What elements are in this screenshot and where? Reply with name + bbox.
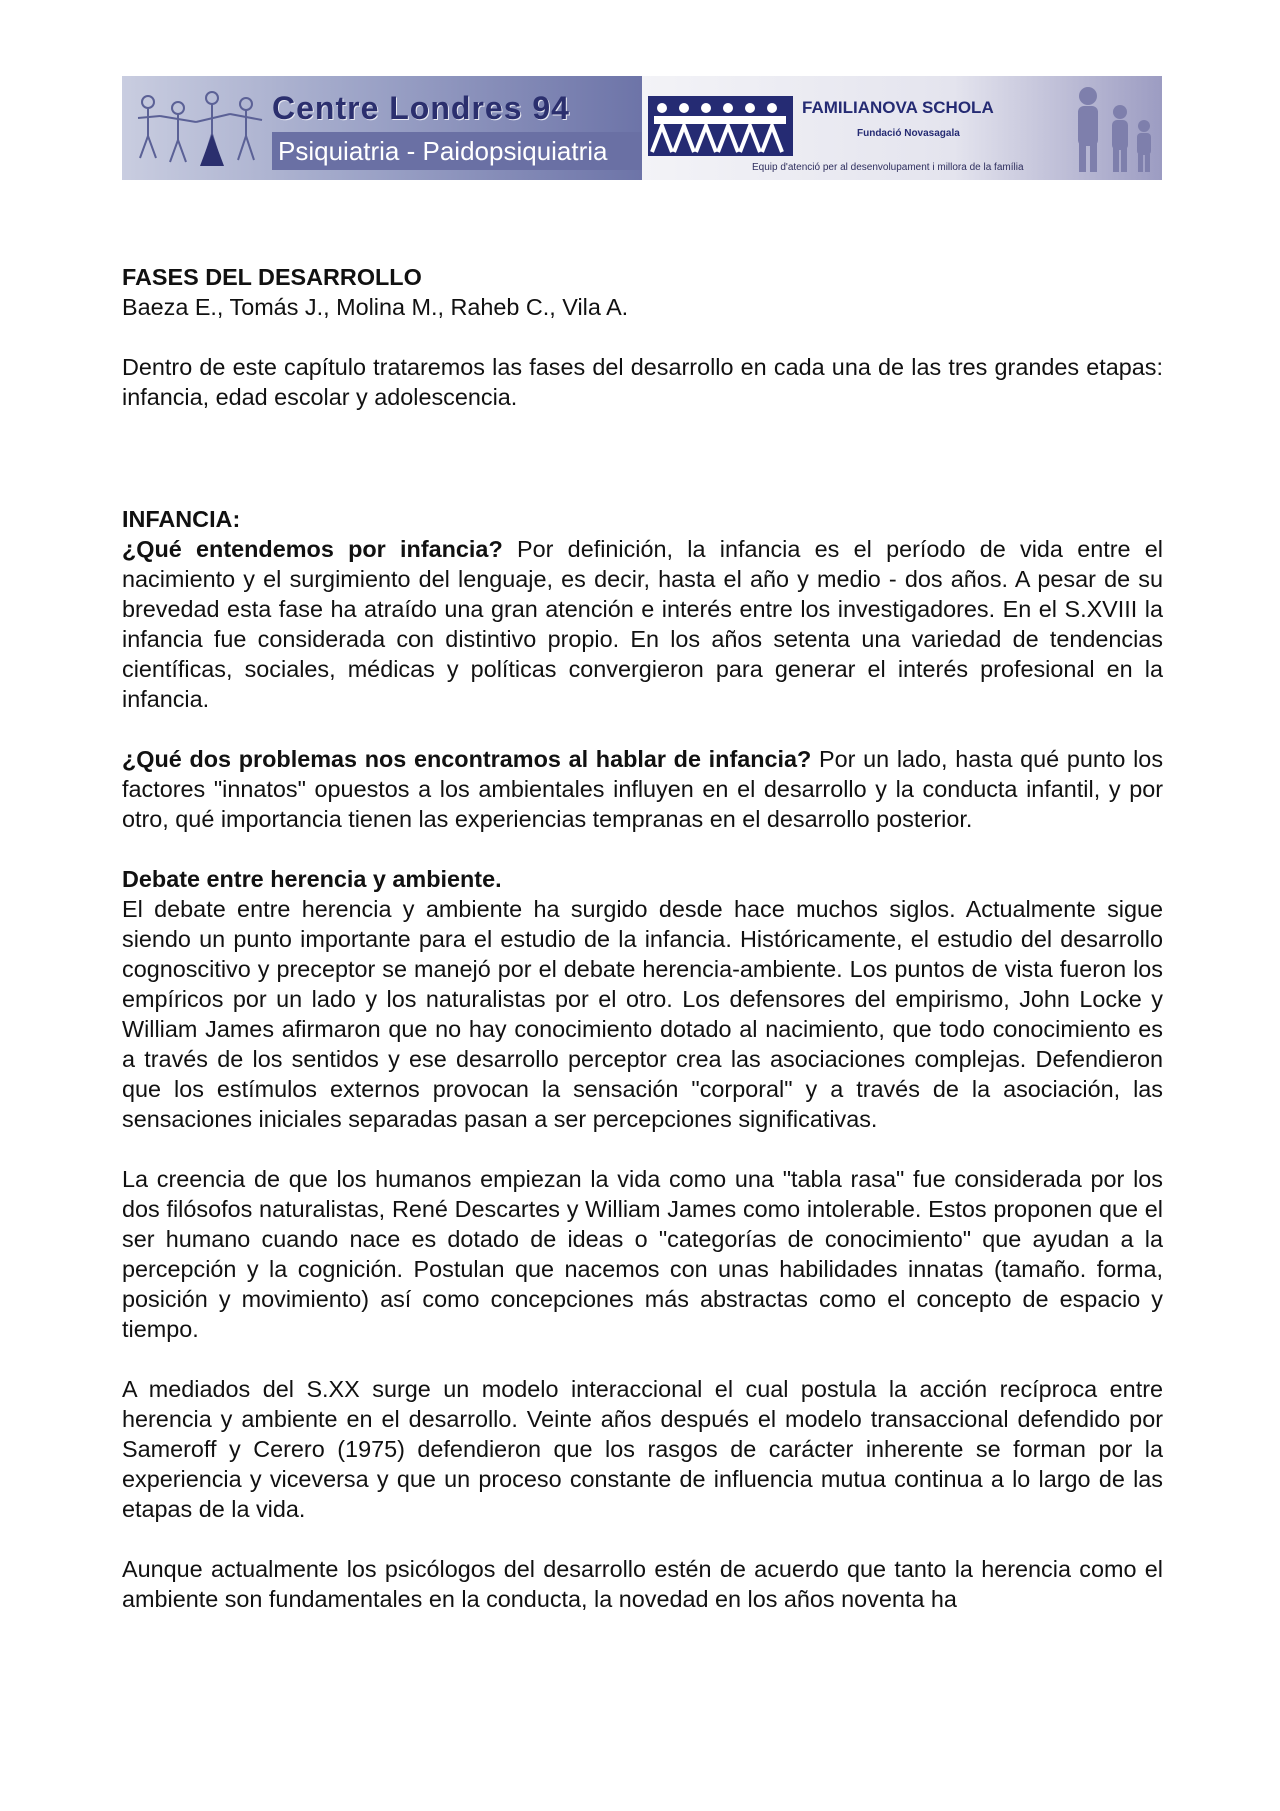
document-authors: Baeza E., Tomás J., Molina M., Raheb C., Vila A. — [122, 294, 629, 320]
question-answer: Por definición, la infancia es el período de vida entre el nacimiento y el surgimiento del lenguaje, es decir, hasta el año y medio - dos años. A pesar de su brevedad esta fase ha atraído una gran atención e interés entre los investigadores. En el S.XVIII la infancia fue considerada con distintivo propio. En los años setenta una variedad de tendencias científicas, sociales, médicas y políticas convergieron para generar el interés profesional en la infancia. — [122, 536, 1163, 712]
header-banner — [122, 76, 1162, 180]
intro-paragraph: Dentro de este capítulo trataremos las fases del desarrollo en cada una de las tres grandes etapas: infancia, edad escolar y adolescencia. — [122, 354, 1163, 410]
document-title: FASES DEL DESARROLLO — [122, 264, 422, 290]
brand-name: FAMILIANOVA SCHOLA — [802, 98, 994, 117]
family-figures-icon — [648, 96, 793, 156]
question-answer: Por un lado, hasta qué punto los factores "innatos" opuestos a los ambientales influyen en el desarrollo y la conducta infantil, y por otro, qué importancia tienen las experiencias tempranas en el desarrollo posterior. — [122, 746, 1164, 832]
debate-paragraph-4: Aunque actualmente los psicólogos del desarrollo estén de acuerdo que tanto la herencia como el ambiente son fundamentales en la conducta, la novedad en los años noventa ha — [122, 1556, 1163, 1612]
document-body — [122, 262, 1163, 1614]
family-figures-block — [648, 96, 793, 156]
familianova-logo — [642, 76, 1162, 180]
paragraph-que-entendemos — [122, 534, 1163, 714]
banner-subtitle: Psiquiatria - Paidopsiquiatria — [272, 132, 642, 170]
foundation-name: Fundació Novasagala — [857, 128, 960, 139]
debate-paragraph-1: El debate entre herencia y ambiente ha surgido desde hace muchos siglos. Actualmente sigue siendo un punto importante para el estudio de la infancia. Históricamente, el estudio del desarrollo cognoscitivo y preceptor se manejó por el debate herencia-ambiente. Los puntos de vista fueron los empíricos por un lado y los naturalistas por el otro. Los defensores del empirismo, John Locke y William James afirmaron que no hay conocimiento dotado al nacimiento, que todo conocimiento es a través de los sentidos y ese desarrollo perceptor crea las asociaciones complejas. Defendieron que los estímulos externos provocan la sensación "corporal" y a través de la asociación, las sensaciones iniciales separadas pasan a ser percepciones significativas. — [122, 896, 1163, 1132]
question-lead: ¿Qué entendemos por infancia? — [122, 536, 503, 562]
banner-title: Centre Londres 94 — [272, 90, 570, 126]
children-figures-icon — [130, 86, 280, 172]
debate-paragraph-2: La creencia de que los humanos empiezan la vida como una "tabla rasa" fue considerada por los dos filósofos naturalistas, René Descartes y William James como intolerable. Estos proponen que el ser humano cuando nace es dotado de ideas o "categorías de conocimiento" que ayudan a la percepción y la cognición. Postulan que nacemos con unas habilidades innatas (tamaño. forma, posición y movimiento) así como concepciones más abstractas como el concepto de espacio y tiempo. — [122, 1166, 1163, 1342]
section-heading-infancia: INFANCIA: — [122, 506, 241, 532]
family-silhouette-icon — [1058, 82, 1158, 174]
question-lead: ¿Qué dos problemas nos encontramos al hablar de infancia? — [122, 746, 812, 772]
subheading-debate: Debate entre herencia y ambiente. — [122, 866, 502, 892]
paragraph-dos-problemas — [122, 744, 1163, 834]
centre-londres-logo — [122, 76, 642, 180]
debate-paragraph-3: A mediados del S.XX surge un modelo interaccional el cual postula la acción recíproca entre herencia y ambiente en el desarrollo. Veinte años después el modelo transaccional defendido por Sameroff y Cerero (1975) defendieron que los rasgos de carácter inherente se forman por la experiencia y viceversa y que un proceso constante de influencia mutua continua a lo largo de las etapas de la vida. — [122, 1376, 1163, 1522]
banner-tagline: Equip d'atenció per al desenvolupament i millora de la família — [752, 162, 1024, 173]
